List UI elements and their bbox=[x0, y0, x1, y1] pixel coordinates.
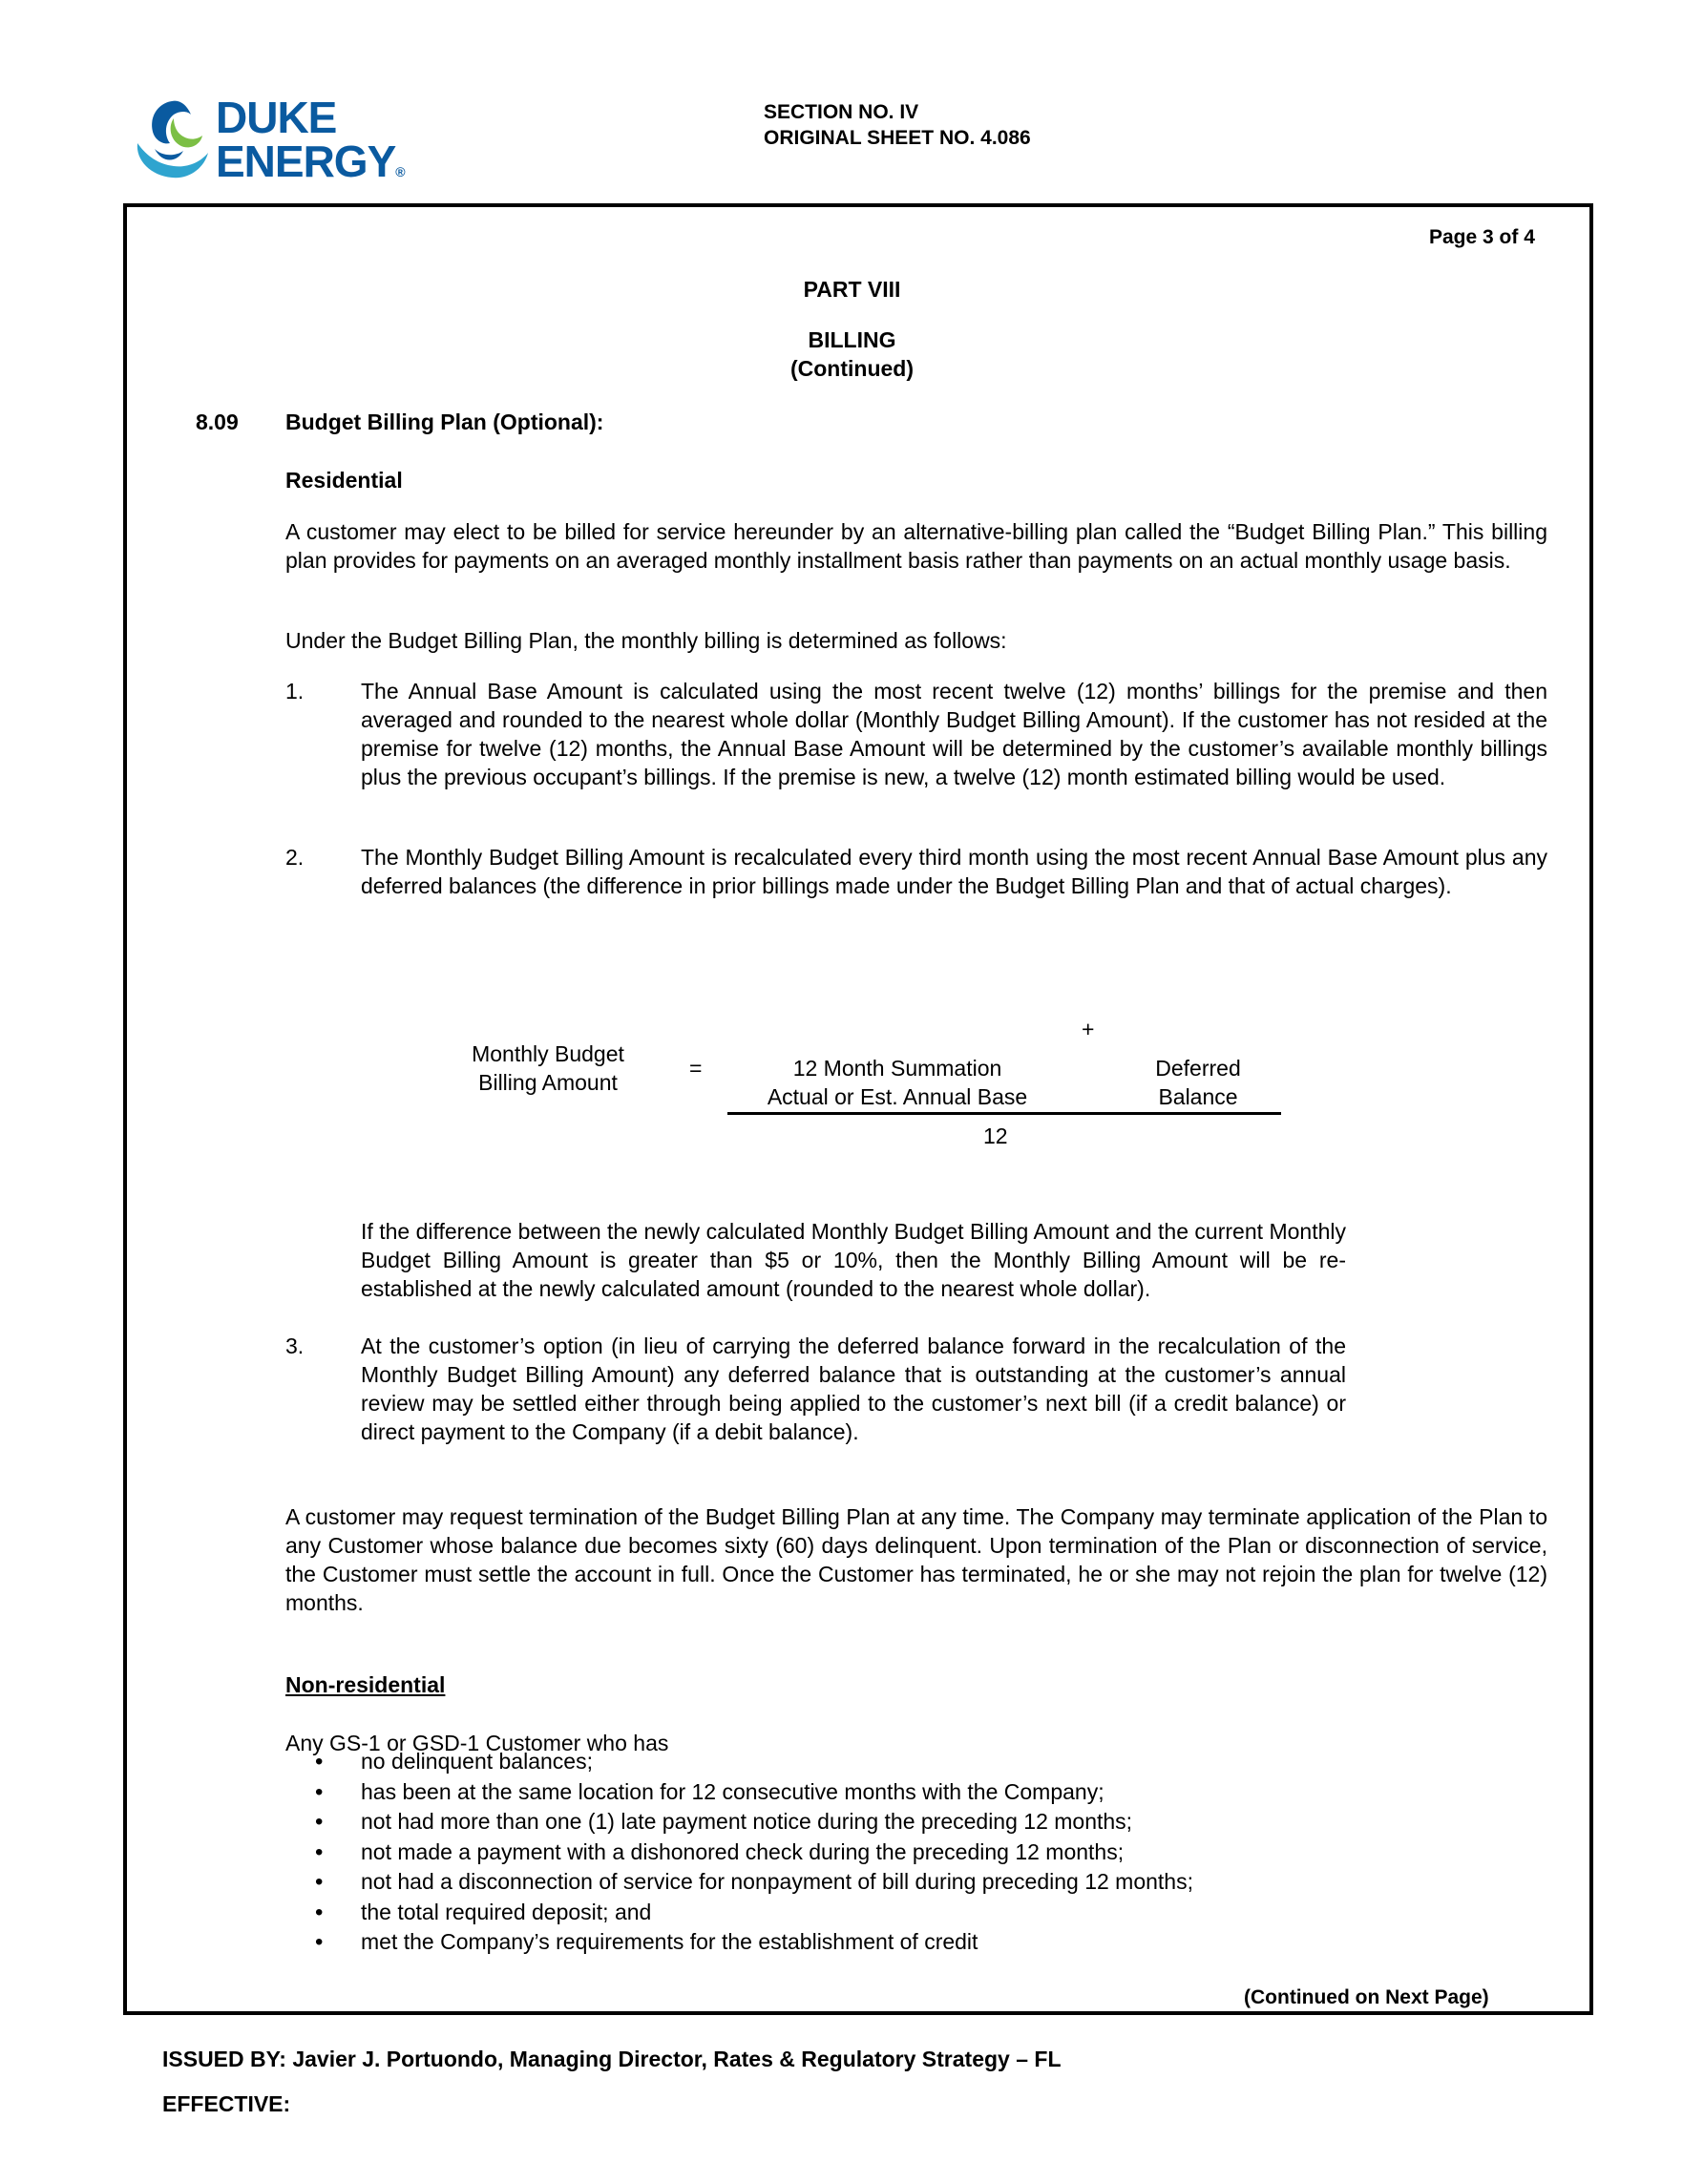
formula-fraction-bar bbox=[727, 1112, 1281, 1115]
part-heading: PART VIII bbox=[803, 277, 901, 302]
formula-plus: + bbox=[1082, 1017, 1095, 1041]
formula-lhs bbox=[420, 1040, 676, 1097]
item-3-text: At the customer’s option (in lieu of carrying the deferred balance forward in the recalculation of the Monthly Budget Billing Amount) any deferred balance that is outstanding at the customer’s annual review may be settled either through being applied to the customer’s next bill (if a credit balance) or direct payment to the Company (if a debit balance). bbox=[361, 1334, 1346, 1444]
list-item: • met the Company’s requirements for the establishment of credit bbox=[315, 1927, 1193, 1958]
non-residential-heading: Non-residential bbox=[285, 1672, 446, 1697]
duke-energy-logo-icon bbox=[130, 94, 216, 185]
formula-deferred-line1: Deferred bbox=[1155, 1056, 1241, 1081]
list-item: • not had more than one (1) late payment notice during the preceding 12 months; bbox=[315, 1807, 1193, 1838]
eligibility-list bbox=[315, 1747, 1193, 1958]
formula-annual-base bbox=[727, 1054, 1067, 1111]
logo-registered-mark: ® bbox=[395, 164, 405, 179]
item-2-number: 2. bbox=[285, 845, 305, 870]
duke-energy-logo bbox=[130, 94, 416, 189]
subtitle-heading: (Continued) bbox=[789, 356, 914, 381]
page-number: Page 3 of 4 bbox=[1429, 226, 1535, 248]
logo-wordmark bbox=[216, 95, 405, 194]
item-1-number: 1. bbox=[285, 679, 305, 704]
sheet-label: ORIGINAL SHEET NO. 4.086 bbox=[764, 127, 1031, 149]
title-heading: BILLING bbox=[808, 327, 896, 352]
item-2-text: The Monthly Budget Billing Amount is recalculated every third month using the most recent Annual Base Amount plus any deferred balances (the difference in prior billings made under the Budget Billing Plan and that of actual charges). bbox=[361, 845, 1547, 898]
issued-by: ISSUED BY: Javier J. Portuondo, Managing Director, Rates & Regulatory Strategy – FL bbox=[162, 2047, 1062, 2071]
difference-text: If the difference between the newly calculated Monthly Budget Billing Amount and the current Monthly Budget Billing Amount is greater than $5 or 10%, then the Monthly Billing Amount will be re-established at the newly calculated amount (rounded to the nearest whole dollar). bbox=[361, 1219, 1346, 1301]
effective-label: EFFECTIVE: bbox=[162, 2091, 291, 2116]
item-3-number: 3. bbox=[285, 1334, 305, 1358]
list-item: • not made a payment with a dishonored check during the preceding 12 months; bbox=[315, 1838, 1193, 1868]
formula-deferred-balance bbox=[1126, 1054, 1270, 1111]
formula-annual-base-line2: Actual or Est. Annual Base bbox=[767, 1084, 1028, 1109]
sheet-header bbox=[764, 99, 1031, 151]
residential-heading: Residential bbox=[285, 468, 403, 493]
list-item: • not had a disconnection of service for nonpayment of bill during preceding 12 months; bbox=[315, 1867, 1193, 1898]
logo-line2 bbox=[216, 136, 405, 194]
non-residential-intro: Any GS-1 or GSD-1 Customer who has bbox=[285, 1731, 669, 1755]
formula-lhs-line1: Monthly Budget bbox=[472, 1041, 624, 1066]
formula-deferred-line2: Balance bbox=[1158, 1084, 1238, 1109]
formula-denominator: 12 bbox=[983, 1124, 1008, 1148]
residential-intro: A customer may elect to be billed for service hereunder by an alternative-billing plan called the “Budget Billing Plan.” This billing plan provides for payments on an averaged monthly installment basis rather than payments on an actual monthly usage basis. bbox=[285, 519, 1547, 573]
logo-line2-text: ENERGY bbox=[216, 136, 396, 186]
determined-text: Under the Budget Billing Plan, the monthly billing is determined as follows: bbox=[285, 628, 1007, 653]
section-label: SECTION NO. IV bbox=[764, 101, 919, 123]
formula-lhs-line2: Billing Amount bbox=[478, 1070, 618, 1095]
logo-line1: DUKE bbox=[216, 93, 337, 142]
list-item: • has been at the same location for 12 consecutive months with the Company; bbox=[315, 1777, 1193, 1808]
section-title: Budget Billing Plan (Optional): bbox=[285, 410, 604, 434]
continued-note: (Continued on Next Page) bbox=[1244, 1986, 1489, 2008]
formula-equals: = bbox=[689, 1056, 703, 1081]
formula-annual-base-line1: 12 Month Summation bbox=[792, 1056, 1002, 1081]
item-1-text: The Annual Base Amount is calculated using the most recent twelve (12) months’ billings for the premise and then averaged and rounded to the nearest whole dollar (Monthly Budget Billing Amount). If the customer has not resided at the premise for twelve (12) months, the Annual Base Amount will be determined by the customer’s available monthly billings plus the previous occupant’s billings. If the premise is new, a twelve (12) month estimated billing would be used. bbox=[361, 679, 1547, 789]
list-item: • the total required deposit; and bbox=[315, 1898, 1193, 1928]
list-item: • no delinquent balances; bbox=[315, 1747, 1193, 1777]
termination-text: A customer may request termination of the Budget Billing Plan at any time. The Company may terminate application of the Plan to any Customer whose balance due becomes sixty (60) days delinquent. Upon termination of the Plan or disconnection of service, the Customer must settle the account in full. Once the Customer has terminated, he or she may not rejoin the plan for twelve (12) months. bbox=[285, 1504, 1547, 1615]
section-number: 8.09 bbox=[196, 410, 239, 434]
